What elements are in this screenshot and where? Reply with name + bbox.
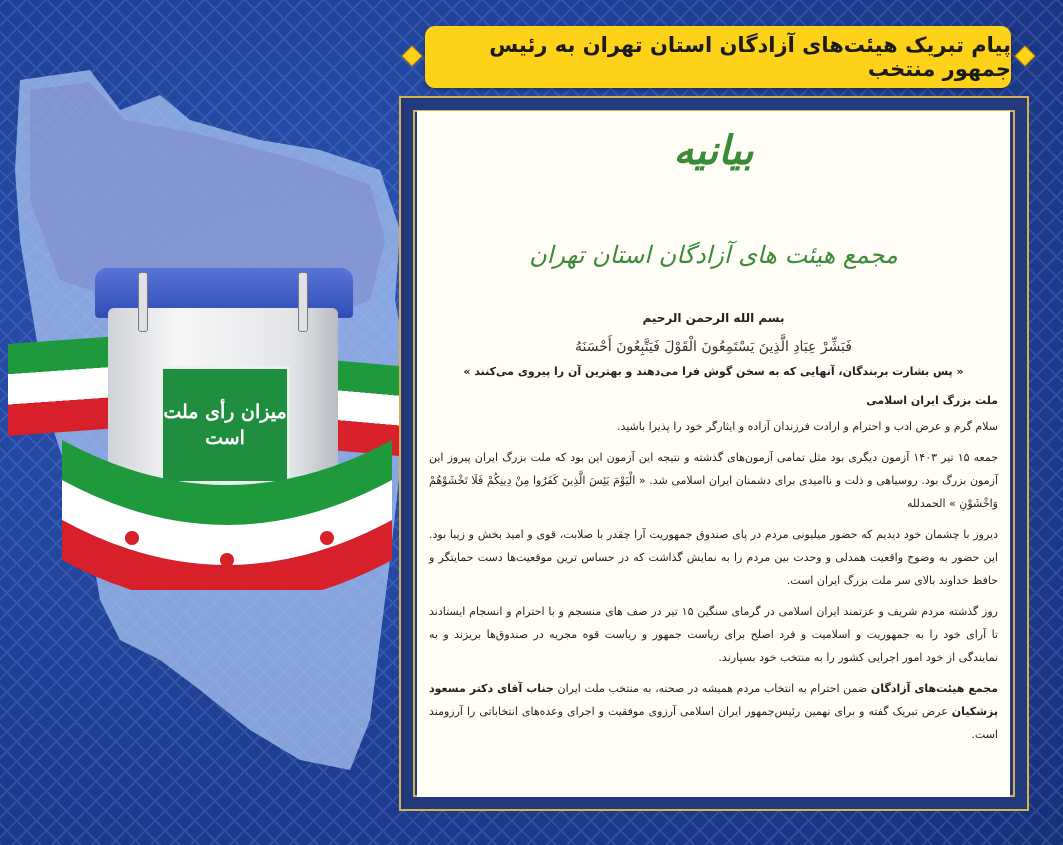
paragraph: روز گذشته مردم شریف و عزتمند ایران اسلامی در گرمای سنگین ۱۵ تیر در صف های منسجم و با احترام و انسجام ایستادند تا آرای خود را به جمهوریت و اسلامیت و فرد اصلح برای ریاست جمهور و ریاست قوه مجریه در صندوق‌ها بریزند و به نمایندگی از خود امور اجرایی کشور را به منتخب خود بسپارند.	[429, 605, 998, 664]
left-ornament-icon	[400, 44, 424, 68]
salutation: ملت بزرگ ایران اسلامی	[866, 394, 998, 407]
ballot-sign-text: میزان رأی ملت است	[163, 401, 287, 449]
bismillah: بسم الله الرحمن الرحیم	[642, 311, 785, 325]
paragraph: جمعه ۱۵ تیر ۱۴۰۳ آزمون دیگری بود مثل تمامی آزمون‌های گذشته و نتیجه این آزمون این بود که ملت بزرگ ایران پیروز این آزمون بزرگ بود. روسیاهی و ذلت و ناامیدی برای دشمنان ایران اسلامی شد. « الْيَوْمَ يَئِسَ الَّذِينَ كَفَرُوا مِنْ دِينِكُمْ فَلَا تَخْشَوْهُمْ وَاخْشَوْنِ » الحمدلله	[429, 451, 998, 510]
verse-translation: « پس بشارت بربندگان، آنهایی که به سخن گوش فرا می‌دهند و بهترین آن را پیروی می‌کنند »	[463, 365, 964, 378]
paragraph: دیروز با چشمان خود دیدیم که حضور میلیونی مردم در پای صندوق جمهوریت آرا چقدر با صلابت، قوی و امید بخش و زیبا بود. این حضور به وضوح واقعیت همدلی و وحدت بین مردم را به نمایش گذاشت که در حساس ترین موقعیت‌ها دست حمایتگر و حافظ خداوند بالای سر ملت بزرگ ایران است.	[429, 528, 998, 587]
statement-document	[417, 111, 1010, 797]
title-banner	[425, 26, 1011, 88]
president-name: جناب آقای دکتر مسعود پزشکیان	[429, 682, 998, 718]
quran-verse: فَبَشِّرْ عِبَادِ الَّذِينَ يَسْتَمِعُونَ الْقَوْلَ فَيَتَّبِعُونَ أَحْسَنَهُ	[575, 339, 852, 355]
closing-text-1: ضمن احترام به انتخاب مردم همیشه در صحنه، به منتخب ملت ایران	[553, 682, 871, 695]
flag-ribbon	[62, 420, 392, 590]
closing-paragraph	[429, 677, 998, 746]
organization-name: مجمع هیئت های آزادگان استان تهران	[529, 241, 898, 269]
ballot-box-clip	[298, 272, 308, 332]
page-title: پیام تبریک هیئت‌های آزادگان استان تهران به رئیس جمهور منتخب	[489, 33, 1011, 81]
statement-heading: بیانیه	[673, 127, 754, 174]
ballot-box-clip	[138, 272, 148, 332]
closing-org: مجمع هیئت‌های آزادگان	[870, 682, 999, 695]
paragraph: سلام گرم و عرض ادب و احترام و ارادت فرزندان آزاده و ایثارگر خود را پذیرا باشید.	[616, 420, 998, 433]
right-ornament-icon	[1013, 44, 1037, 68]
closing-text-2: عرض تبریک گفته و برای نهمین رئیس‌جمهور ایران اسلامی آرزوی موفقیت و اجرای وعده‌های انتخاباتی را آرزومند است.	[429, 705, 998, 741]
